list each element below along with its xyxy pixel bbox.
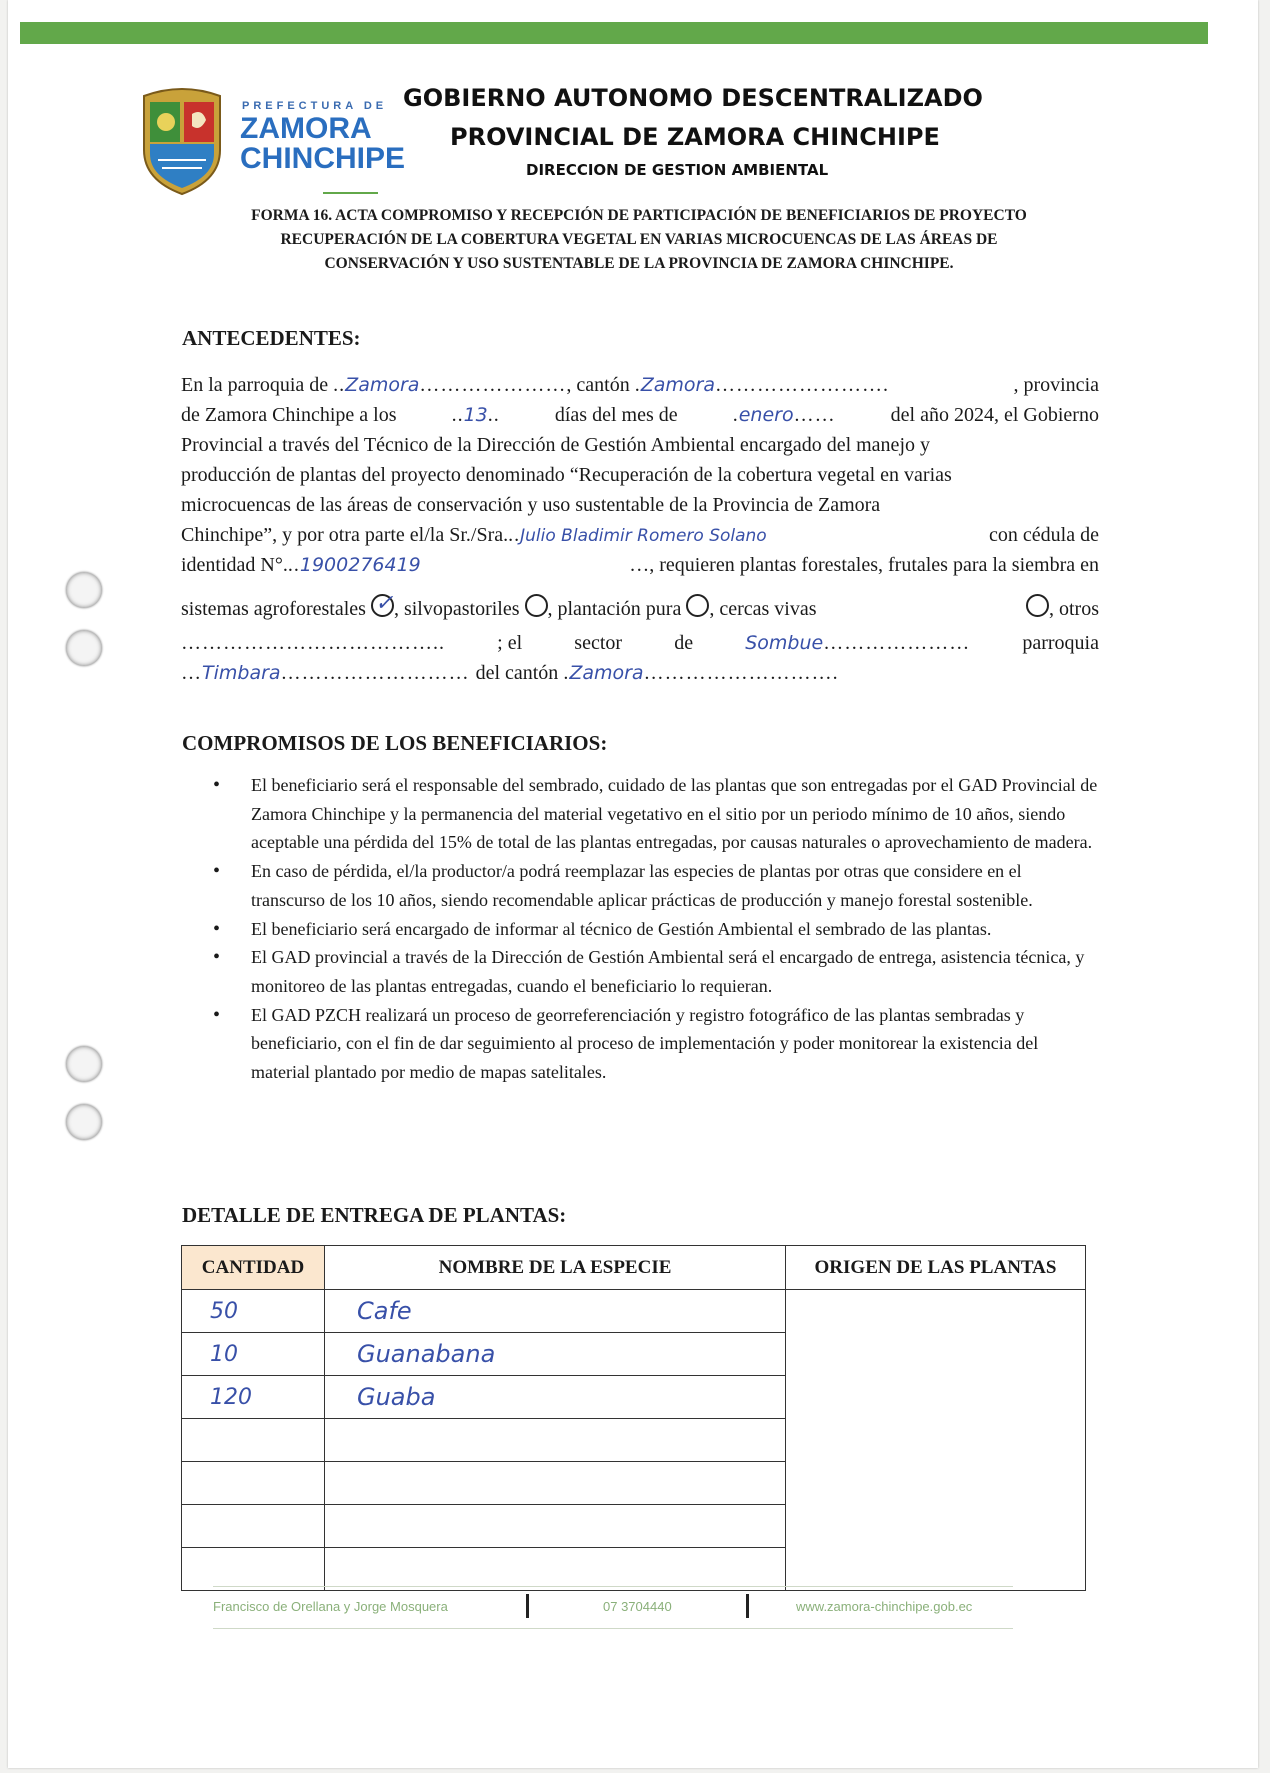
cell-cantidad[interactable] [182,1419,325,1462]
text: sector [574,632,623,654]
list-item: • El beneficiario será encargado de informar al técnico de Gestión Ambiental el sembrado de las plantas. [213,915,1099,944]
cell-cantidad[interactable]: 10 [182,1333,325,1376]
green-rule [323,192,378,194]
cell-especie[interactable] [325,1548,786,1591]
text: con cédula de [989,524,1099,546]
handwritten-parroquia-2: Timbara [202,662,281,684]
form-title-line: RECUPERACIÓN DE LA COBERTURA VEGETAL EN VARIAS MICROCUENCAS DE LAS ÁREAS DE [280,231,998,248]
paragraph-line: …Timbara……………………… del cantón .Zamora………………………. [181,662,839,684]
handwritten-nombre: Julio Bladimir Romero Solano [520,526,767,546]
compromisos-list [213,771,1099,1087]
list-item: • El GAD PZCH realizará un proceso de georreferenciación y registro fotográfico de las plantas sembradas y beneficiario, con el fin de dar seguimiento al proceso de implementación y poder monitorear la existencia del material plantado por medio de mapas satelitales. [213,1001,1099,1087]
paragraph-line: de Zamora Chinchipe a los ..13.. días del mes de .enero…… del año 2024, el Gobierno [181,400,1099,430]
header-title-2: PROVINCIAL DE ZAMORA CHINCHIPE [450,123,940,151]
paragraph-line: ……………………………….. ; el sector de Sombue………………… parroquia [181,628,1099,658]
list-item: • El beneficiario será el responsable del sembrado, cuidado de las plantas que son entregadas por el GAD Provincial de Zamora Chinchipe y la permanencia del material vegetativo en el sitio por un periodo mínimo de 10 años, siendo aceptable una pérdida del 15% de total de las plantas entregadas, por causas naturales o aprovechamiento de madera. [213,771,1099,857]
handwritten-sector: Sombue [745,632,824,654]
footer-divider [746,1594,749,1618]
form-title [180,204,1098,276]
text: del año 2024, el Gobierno [890,404,1099,426]
antecedentes-paragraph [181,370,1099,688]
handwritten-mes: enero [738,404,794,426]
footer-phone: 07 3704440 [603,1599,672,1614]
footer-website[interactable]: www.zamora-chinchipe.gob.ec [796,1599,973,1614]
text: , otros [1049,598,1099,620]
text: días del mes de [554,404,678,426]
brand-zamora: ZAMORA [240,112,372,145]
text: , cantón [566,374,630,396]
footer-divider [526,1594,529,1618]
column-header-especie: NOMBRE DE LA ESPECIE [325,1246,786,1290]
column-header-cantidad: CANTIDAD [182,1246,325,1290]
paragraph-line: Chinchipe”, y por otra parte el/la Sr./Sra...Julio Bladimir Romero Solano con cédula de [181,520,1099,550]
cell-cantidad[interactable] [182,1462,325,1505]
document-page [8,0,1258,1768]
text: de [674,632,694,654]
handwritten-parroquia: Zamora [345,374,420,396]
paragraph-line: microcuencas de las áreas de conservación y uso sustentable de la Provincia de Zamora [181,494,881,516]
cell-origen[interactable] [786,1290,1086,1591]
paragraph-line: En la parroquia de ..Zamora…………………, cantón .Zamora……………………. , provincia [181,370,1099,400]
text: ; el [497,632,523,654]
compromisos-heading: COMPROMISOS DE LOS BENEFICIARIOS: [182,731,608,755]
cell-cantidad[interactable] [182,1505,325,1548]
footer-rule [213,1586,1013,1587]
green-header-band [20,22,1208,44]
checkbox-silvopastoriles[interactable] [525,594,548,617]
text: de Zamora Chinchipe a los [181,404,397,426]
paragraph-line: Provincial a través del Técnico de la Dirección de Gestión Ambiental encargado del manejo y [181,434,930,456]
text: , plantación pura [547,598,682,620]
text: sistemas agroforestales [181,598,366,620]
footer-rule [213,1628,1013,1629]
cell-cantidad[interactable] [182,1548,325,1591]
paragraph-line: identidad N°...1900276419 …, requieren plantas forestales, frutales para la siembra en [181,550,1099,580]
punch-hole [66,1046,102,1082]
cell-especie[interactable]: Guaba [325,1376,786,1419]
text: , silvopastoriles [393,598,520,620]
handwritten-cedula: 1900276419 [299,554,421,576]
handwritten-dias: 13 [463,404,488,426]
cell-especie[interactable]: Guanabana [325,1333,786,1376]
detalle-heading: DETALLE DE ENTREGA DE PLANTAS: [182,1203,567,1227]
text: , cercas vivas [709,598,817,620]
plants-delivery-table [181,1245,1086,1591]
table-row [182,1290,1086,1333]
handwritten-canton-2: Zamora [569,662,644,684]
cell-cantidad[interactable]: 120 [182,1376,325,1419]
paragraph-line: producción de plantas del proyecto denominado “Recuperación de la cobertura vegetal en varias [181,464,952,486]
checkbox-plantacion-pura[interactable] [686,594,709,617]
text: …, requieren plantas forestales, frutales para la siembra en [629,554,1099,576]
text: , provincia [1013,374,1099,396]
header-title-3: DIRECCION DE GESTION AMBIENTAL [526,161,829,179]
checkbox-agroforestales[interactable] [371,594,394,617]
cell-especie[interactable] [325,1505,786,1548]
text: del cantón [475,662,559,684]
cell-especie[interactable] [325,1419,786,1462]
form-title-line: FORMA 16. ACTA COMPROMISO Y RECEPCIÓN DE PARTICIPACIÓN DE BENEFICIARIOS DE PROYECTO [251,207,1027,224]
text: En la parroquia de [181,374,329,396]
handwritten-canton: Zamora [640,374,715,396]
punch-hole [66,572,102,608]
brand-chinchipe: CHINCHIPE [240,142,406,175]
cell-especie[interactable] [325,1462,786,1505]
punch-hole [66,1104,102,1140]
header-title-1: GOBIERNO AUTONOMO DESCENTRALIZADO [403,84,983,112]
footer-address: Francisco de Orellana y Jorge Mosquera [213,1599,448,1614]
checkbox-cercas-vivas[interactable] [1026,594,1049,617]
list-item: • El GAD provincial a través de la Dirección de Gestión Ambiental será el encargado de entrega, asistencia técnica, y monitoreo de las plantas entregadas, cuando el beneficiario lo requieran. [213,943,1099,1000]
table-header-row [182,1246,1086,1290]
text: identidad N°. [181,554,288,576]
cell-cantidad[interactable]: 50 [182,1290,325,1333]
form-title-line: CONSERVACIÓN Y USO SUSTENTABLE DE LA PROVINCIA DE ZAMORA CHINCHIPE. [324,255,954,272]
punch-hole [66,630,102,666]
prefectura-label: PREFECTURA DE [242,100,388,112]
paragraph-line [181,594,1099,624]
text: parroquia [1022,632,1099,654]
text: Chinchipe”, y por otra parte el/la Sr./Sra. [181,524,509,546]
cell-especie[interactable]: Cafe [325,1290,786,1333]
prefectura-crest-logo [136,84,228,196]
column-header-origen: ORIGEN DE LAS PLANTAS [786,1246,1086,1290]
list-item: • En caso de pérdida, el/la productor/a podrá reemplazar las especies de plantas por otras que considere en el transcurso de los 10 años, siendo recomendable aplicar prácticas de producción y manejo forestal sostenible. [213,857,1099,914]
antecedentes-heading: ANTECEDENTES: [182,326,361,350]
